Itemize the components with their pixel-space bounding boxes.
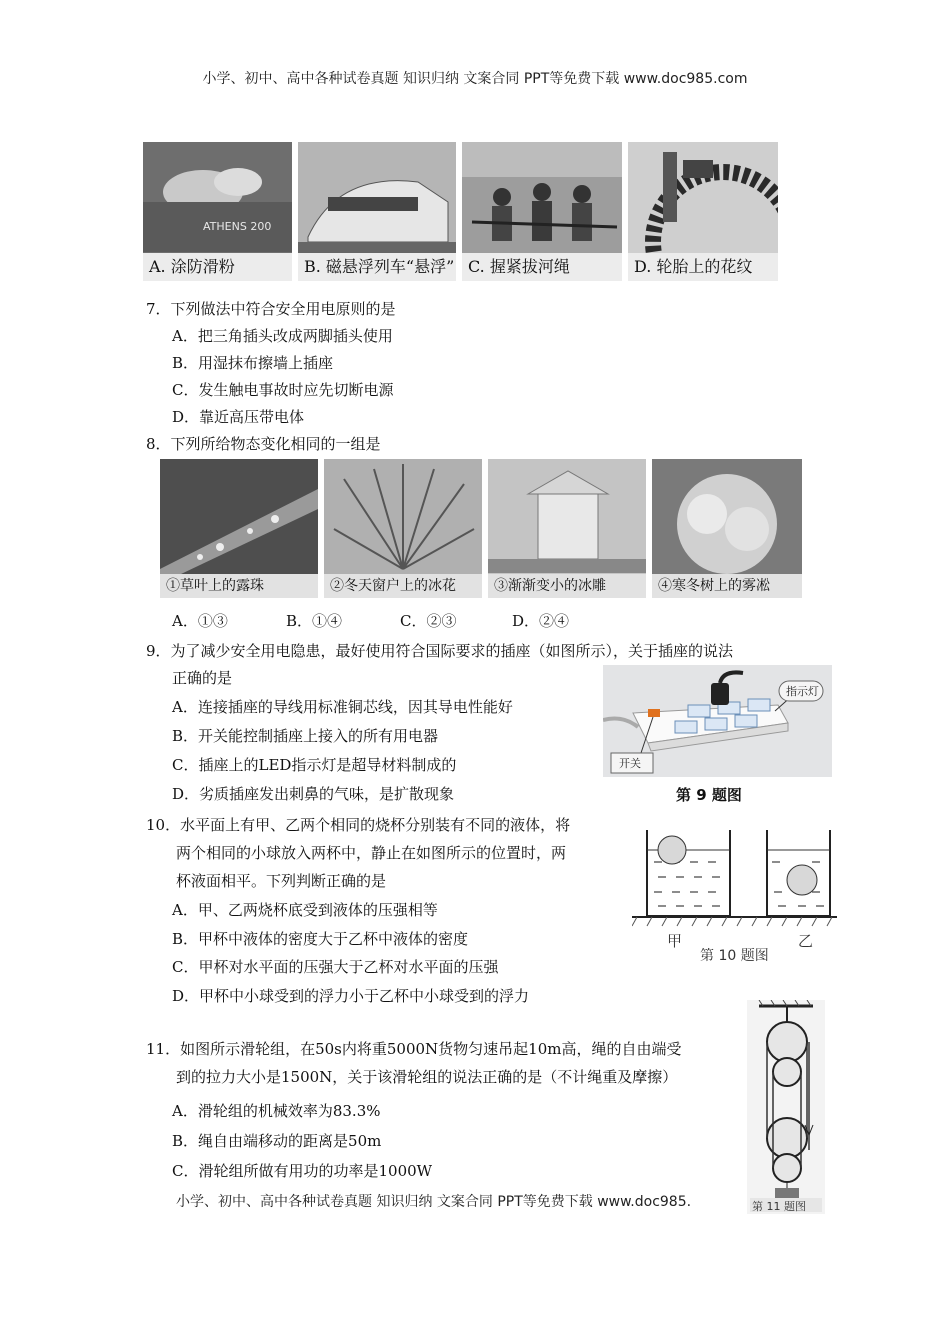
q6-image-d bbox=[628, 142, 778, 281]
q6-caption-a: A. 涂防滑粉 bbox=[143, 253, 292, 281]
q10-stem-line2: 两个相同的小球放入两杯中，静止在如图所示的位置时，两 bbox=[176, 844, 567, 862]
q9-option-a: A．连接插座的导线用标准铜芯线，因其导电性能好 bbox=[172, 698, 513, 716]
q11-stem-line1: 11．如图所示滑轮组，在50s内将重5000N货物匀速吊起10m高，绳的自由端受 bbox=[146, 1040, 682, 1058]
pulley-system-illustration bbox=[747, 1000, 825, 1214]
q10-option-a: A．甲、乙两烧杯底受到液体的压强相等 bbox=[172, 901, 438, 919]
q6-caption-b: B. 磁悬浮列车“悬浮” bbox=[298, 253, 456, 281]
q7-stem: 7．下列做法中符合安全用电原则的是 bbox=[146, 300, 396, 318]
q6-image-a bbox=[143, 142, 292, 281]
q11-option-c: C．滑轮组所做有用功的功率是1000W bbox=[172, 1162, 433, 1180]
q8-caption-1: ①草叶上的露珠 bbox=[160, 574, 318, 598]
beakers-illustration bbox=[632, 822, 837, 967]
q8-image-3 bbox=[488, 459, 646, 598]
q8-image-strip bbox=[160, 459, 812, 598]
q9-stem-line1: 9．为了减少安全用电隐患，最好使用符合国际要求的插座（如图所示），关于插座的说法 bbox=[146, 642, 734, 660]
q9-option-b: B．开关能控制插座上接入的所有用电器 bbox=[172, 727, 439, 745]
q8-option-c: C．②③ bbox=[400, 612, 457, 630]
q6-caption-c: C. 握紧拔河绳 bbox=[462, 253, 622, 281]
q8-option-a: A．①③ bbox=[172, 612, 228, 630]
q11-option-b: B．绳自由端移动的距离是50m bbox=[172, 1132, 382, 1150]
indicator-light-label: 指示灯 bbox=[786, 685, 819, 698]
q6-image-c bbox=[462, 142, 622, 281]
q10-option-c: C．甲杯对水平面的压强大于乙杯对水平面的压强 bbox=[172, 958, 499, 976]
q6-caption-d: D. 轮胎上的花纹 bbox=[628, 253, 778, 281]
q6-image-b bbox=[298, 142, 456, 281]
q8-caption-3: ③渐渐变小的冰雕 bbox=[488, 574, 646, 598]
q8-caption-4: ④寒冬树上的雾凇 bbox=[652, 574, 802, 598]
q8-stem: 8．下列所给物态变化相同的一组是 bbox=[146, 435, 381, 453]
q10-option-d: D．甲杯中小球受到的浮力小于乙杯中小球受到的浮力 bbox=[172, 987, 530, 1005]
beaker-yi-label: 乙 bbox=[798, 932, 814, 950]
q7-option-d: D．靠近高压带电体 bbox=[172, 408, 305, 426]
q10-option-b: B．甲杯中液体的密度大于乙杯中液体的密度 bbox=[172, 930, 469, 948]
q9-figure bbox=[603, 665, 832, 777]
q9-option-c: C．插座上的LED指示灯是超导材料制成的 bbox=[172, 756, 457, 774]
q7-option-c: C．发生触电事故时应先切断电源 bbox=[172, 381, 394, 399]
q10-figure bbox=[632, 822, 837, 967]
q9-stem-line2: 正确的是 bbox=[172, 669, 233, 687]
q10-stem-line1: 10．水平面上有甲、乙两个相同的烧杯分别装有不同的液体，将 bbox=[146, 816, 571, 834]
page-header: 小学、初中、高中各种试卷真题 知识归纳 文案合同 PPT等免费下载 www.doc985.com bbox=[202, 71, 748, 87]
q11-stem-line2: 到的拉力大小是1500N，关于该滑轮组的说法正确的是（不计绳重及摩擦） bbox=[176, 1068, 678, 1086]
q9-option-d: D．劣质插座发出刺鼻的气味，是扩散现象 bbox=[172, 785, 455, 803]
q8-image-1 bbox=[160, 459, 318, 598]
switch-label: 开关 bbox=[619, 757, 641, 770]
q8-option-b: B．①④ bbox=[286, 612, 343, 630]
q10-stem-line3: 杯液面相平。下列判断正确的是 bbox=[176, 872, 387, 890]
q8-option-d: D．②④ bbox=[512, 612, 570, 630]
page-footer: 小学、初中、高中各种试卷真题 知识归纳 文案合同 PPT等免费下载 www.doc985. bbox=[176, 1194, 692, 1210]
q11-figure bbox=[747, 1000, 825, 1214]
q8-caption-2: ②冬天窗户上的冰花 bbox=[324, 574, 482, 598]
q11-figure-caption: 第 11 题图 bbox=[752, 1200, 806, 1213]
q6-image-strip bbox=[143, 142, 790, 281]
q11-option-a: A．滑轮组的机械效率为83.3% bbox=[172, 1102, 381, 1120]
athens-banner-text: ATHENS 200 bbox=[203, 220, 272, 233]
beaker-jia-label: 甲 bbox=[667, 932, 683, 950]
q10-figure-caption: 第 10 题图 bbox=[700, 948, 769, 964]
q7-option-b: B．用湿抹布擦墙上插座 bbox=[172, 354, 334, 372]
q9-figure-caption: 第 9 题图 bbox=[676, 786, 742, 804]
power-strip-illustration bbox=[603, 665, 832, 777]
q8-image-2 bbox=[324, 459, 482, 598]
q7-option-a: A．把三角插头改成两脚插头使用 bbox=[172, 327, 393, 345]
q8-image-4 bbox=[652, 459, 802, 598]
